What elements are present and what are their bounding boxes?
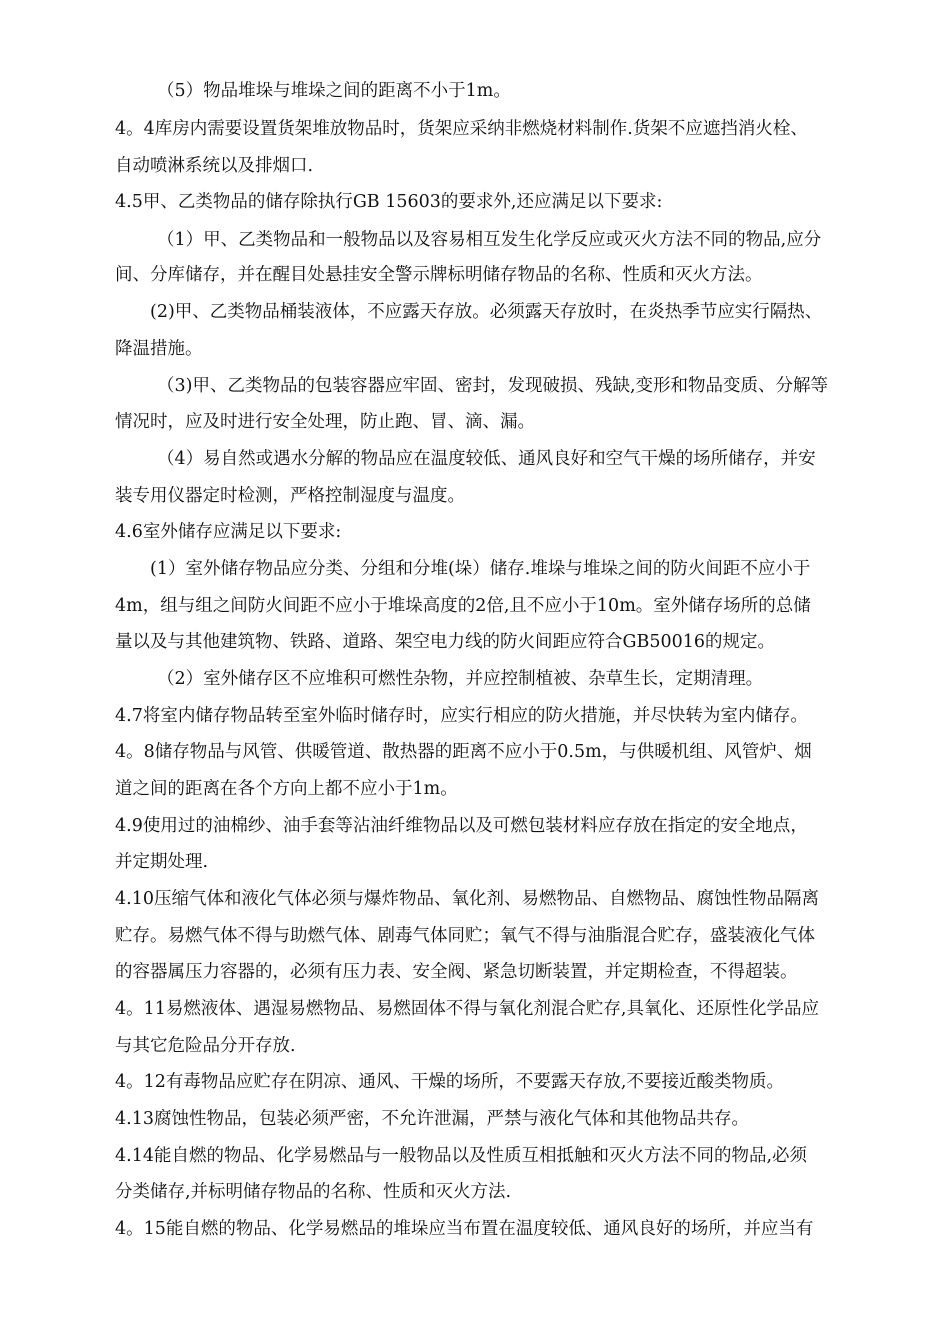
text-line: (1）室外储存物品应分类、分组和分堆(垛）储存.堆垛与堆垛之间的防火间距不应小于 [150, 559, 811, 579]
text-line: 自动喷淋系统以及排烟口. [115, 156, 314, 176]
text-line: 并定期处理. [115, 852, 209, 872]
text-line: 4.5甲、乙类物品的储存除执行GB 15603的要求外,还应满足以下要求: [115, 192, 663, 212]
text-line: 4.10压缩气体和液化气体必须与爆炸物品、氧化剂、易燃物品、自燃物品、腐蚀性物品隔离 [115, 889, 819, 909]
text-line: 贮存。易燃气体不得与助燃气体、剧毒气体同贮；氧气不得与油脂混合贮存，盛装液化气体 [115, 926, 815, 946]
text-line: 4.9使用过的油棉纱、油手套等沾油纤维物品以及可燃包装材料应存放在指定的安全地点， [115, 816, 808, 836]
text-line: (2)甲、乙类物品桶装液体，不应露天存放。必须露天存放时，在炎热季节应实行隔热、 [150, 302, 823, 322]
text-line: 情况时，应及时进行安全处理，防止跑、冒、滴、漏。 [115, 412, 535, 432]
text-line: 道之间的距离在各个方向上都不应小于1m。 [115, 779, 458, 799]
text-line: 4.13腐蚀性物品，包装必须严密，不允许泄漏，严禁与液化气体和其他物品共存。 [115, 1109, 749, 1129]
text-line: 4。11易燃液体、遇湿易燃物品、易燃固体不得与氧化剂混合贮存,具氧化、还原性化学品应 [115, 999, 819, 1019]
text-line: （5）物品堆垛与堆垛之间的距离不小于1m。 [157, 81, 511, 101]
text-line: 4.14能自燃的物品、化学易燃品与一般物品以及性质互相抵触和灭火方法不同的物品,必须 [115, 1146, 808, 1166]
text-line: 4。12有毒物品应贮存在阴凉、通风、干燥的场所，不要露天存放,不要接近酸类物质。 [115, 1072, 784, 1092]
text-line: 4m，组与组之间防火间距不应小于堆垛高度的2倍,且不应小于10m。室外储存场所的总储 [115, 596, 811, 616]
text-line: 4.7将室内储存物品转至室外临时储存时，应实行相应的防火措施，并尽快转为室内储存。 [115, 706, 808, 726]
text-line: （1）甲、乙类物品和一般物品以及容易相互发生化学反应或灭火方法不同的物品,应分 [157, 230, 822, 250]
text-line: 降温措施。 [115, 339, 203, 359]
text-line: （2）室外储存区不应堆积可燃性杂物，并应控制植被、杂草生长，定期清理。 [157, 669, 764, 689]
text-line: 间、分库储存，并在醒目处悬挂安全警示牌标明储存物品的名称、性质和灭火方法。 [115, 265, 763, 285]
text-line: （4）易自然或遇水分解的物品应在温度较低、通风良好和空气干燥的场所储存，并安 [157, 449, 816, 469]
text-line: 4。8储存物品与风管、供暖管道、散热器的距离不应小于0.5m，与供暖机组、风管炉、烟 [115, 742, 812, 762]
text-line: 4。4库房内需要设置货架堆放物品时，货架应采纳非燃烧材料制作.货架不应遮挡消火栓、 [115, 119, 808, 139]
text-line: 量以及与其他建筑物、铁路、道路、架空电力线的防火间距应符合GB50016的规定。 [115, 632, 776, 652]
text-line: 装专用仪器定时检测，严格控制湿度与温度。 [115, 486, 465, 506]
text-line: 4。15能自燃的物品、化学易燃品的堆垛应当布置在温度较低、通风良好的场所，并应当有 [115, 1219, 814, 1239]
text-line: 分类储存,并标明储存物品的名称、性质和灭火方法. [115, 1182, 512, 1202]
text-line: 的容器属压力容器的，必须有压力表、安全阀、紧急切断装置，并定期检查，不得超装。 [115, 962, 798, 982]
text-line: 4.6室外储存应满足以下要求: [115, 522, 342, 542]
text-line: （3)甲、乙类物品的包装容器应牢固、密封，发现破损、残缺,变形和物品变质、分解等 [157, 376, 829, 396]
text-line: 与其它危险品分开存放. [115, 1036, 296, 1056]
